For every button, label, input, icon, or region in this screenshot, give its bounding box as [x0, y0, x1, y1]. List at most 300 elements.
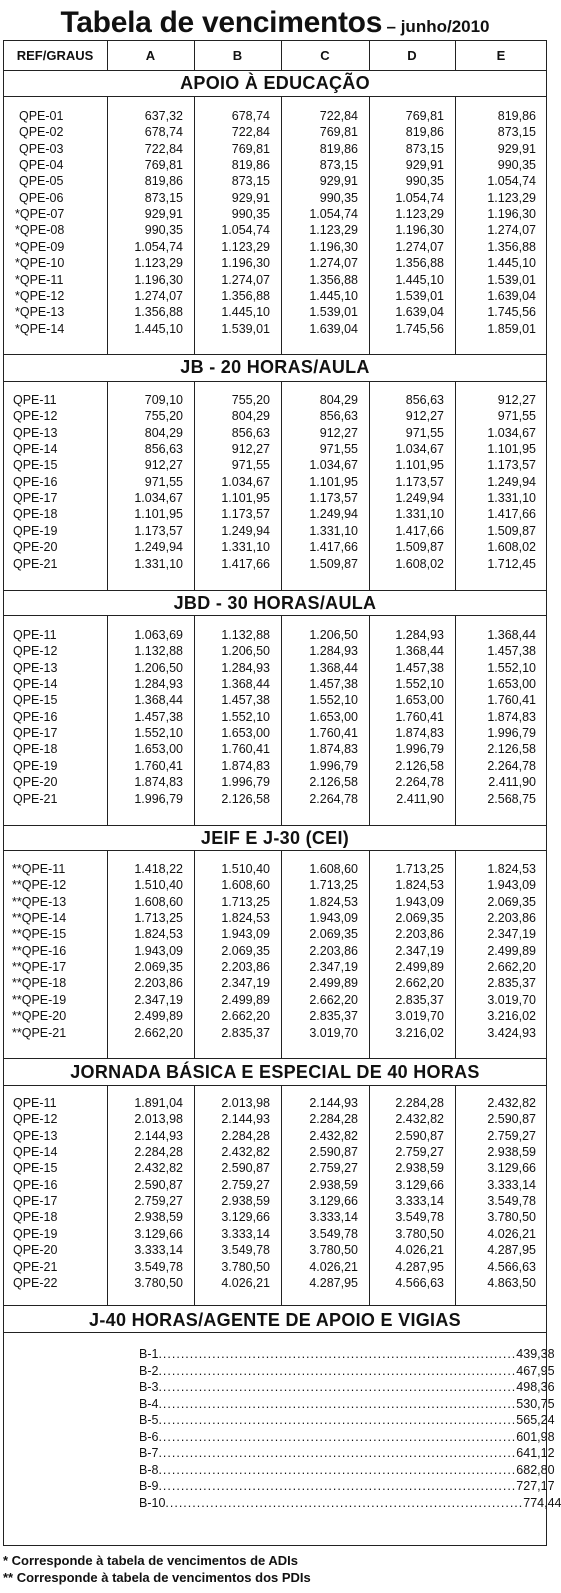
- section-title: JBD - 30 HORAS/AULA: [173, 593, 377, 613]
- row-value: 1.824,53: [487, 862, 536, 876]
- row-value: 1.284,93: [309, 644, 358, 659]
- row-ref: QPE-11: [13, 628, 57, 642]
- section-rule: [3, 96, 547, 97]
- row-ref: QPE-16: [13, 1177, 58, 1192]
- row-value: 2.144,93: [309, 1096, 358, 1110]
- row-ref: *QPE-14: [15, 321, 65, 336]
- row-value: 856,63: [405, 393, 444, 407]
- row-value: 1.274,07: [487, 223, 536, 238]
- j40-item-value: 439,38: [516, 1347, 555, 1361]
- row-value: 1.206,50: [309, 628, 358, 642]
- row-value: 3.129,66: [134, 1226, 183, 1241]
- row-value: 769,81: [319, 125, 358, 140]
- footnote: ** Corresponde à tabela de vencimentos dos PDIs: [3, 1570, 311, 1585]
- dot-leader: ................................................................................: [158, 1413, 517, 1427]
- row-value: 990,35: [144, 223, 183, 238]
- row-value: 1.874,83: [487, 709, 536, 724]
- row-ref: **QPE-17: [12, 960, 67, 975]
- row-ref: QPE-12: [13, 1112, 58, 1127]
- row-value: 1.510,40: [221, 862, 270, 876]
- row-value: 912,27: [231, 442, 270, 457]
- row-ref: QPE-06: [19, 190, 64, 205]
- j40-item-value: 565,24: [516, 1413, 555, 1427]
- j40-item-label: B-8: [139, 1462, 159, 1477]
- row-value: 1.331,10: [309, 523, 358, 538]
- j40-item-label: B-4: [139, 1396, 159, 1411]
- row-value: 3.129,66: [487, 1161, 536, 1176]
- j40-item: [139, 1396, 555, 1412]
- row-value: 1.331,10: [221, 540, 270, 555]
- row-value: 2.126,58: [395, 758, 444, 773]
- row-value: 2.432,82: [221, 1145, 270, 1160]
- row-value: 1.173,57: [395, 474, 444, 489]
- row-value: 1.123,29: [395, 207, 444, 222]
- row-value: 3.129,66: [395, 1177, 444, 1192]
- row-value: 1.063,69: [134, 628, 183, 642]
- row-value: 2.203,86: [309, 943, 358, 958]
- row-value: 2.662,20: [395, 976, 444, 991]
- row-value: 3.129,66: [221, 1210, 270, 1225]
- row-value: 4.566,63: [487, 1259, 536, 1274]
- row-ref: QPE-17: [13, 726, 58, 741]
- row-value: 1.653,00: [309, 709, 358, 724]
- section-title: APOIO À EDUCAÇÃO: [180, 73, 370, 93]
- row-value: 3.333,14: [221, 1226, 270, 1241]
- row-value: 929,91: [497, 141, 536, 156]
- row-value: 912,27: [405, 409, 444, 424]
- row-value: 1.608,02: [487, 540, 536, 555]
- row-value: 2.759,27: [309, 1161, 358, 1176]
- j40-item: [139, 1462, 555, 1478]
- row-ref: QPE-12: [13, 644, 58, 659]
- row-value: 2.347,19: [487, 927, 536, 942]
- row-value: 1.552,10: [309, 693, 358, 708]
- row-ref: QPE-13: [13, 425, 58, 440]
- row-value: 637,32: [144, 109, 183, 123]
- row-value: 1.445,10: [134, 321, 183, 336]
- row-value: 971,55: [319, 442, 358, 457]
- row-value: 804,29: [319, 393, 358, 407]
- row-ref: QPE-11: [13, 1096, 57, 1110]
- j40-item-value: 530,75: [516, 1396, 555, 1411]
- row-value: 2.662,20: [221, 1009, 270, 1024]
- row-ref: QPE-13: [13, 660, 58, 675]
- row-value: 1.608,02: [395, 556, 444, 571]
- row-value: 856,63: [231, 425, 270, 440]
- row-value: 990,35: [405, 174, 444, 189]
- j40-item-value: 727,17: [516, 1479, 555, 1493]
- row-value: 1.552,10: [221, 709, 270, 724]
- row-value: 1.457,38: [221, 693, 270, 708]
- row-value: 1.996,79: [134, 791, 183, 806]
- row-value: 2.938,59: [221, 1194, 270, 1209]
- row-value: 1.552,10: [395, 677, 444, 692]
- row-value: 1.274,07: [395, 239, 444, 254]
- row-value: 2.590,87: [487, 1112, 536, 1127]
- row-ref: QPE-14: [13, 442, 58, 457]
- row-value: 1.356,88: [134, 305, 183, 320]
- row-ref: QPE-03: [19, 141, 64, 156]
- page-title: [0, 6, 550, 40]
- row-value: 1.101,95: [134, 507, 183, 522]
- row-value: 1.274,07: [134, 288, 183, 303]
- row-value: 2.347,19: [134, 992, 183, 1007]
- row-ref: QPE-21: [13, 791, 58, 806]
- row-ref: QPE-20: [13, 775, 58, 790]
- row-value: 819,86: [319, 141, 358, 156]
- row-value: 873,15: [319, 158, 358, 173]
- row-ref: QPE-18: [13, 1210, 58, 1225]
- row-ref: QPE-21: [13, 1259, 58, 1274]
- dot-leader: ................................................................................: [158, 1380, 517, 1394]
- row-value: 2.499,89: [221, 992, 270, 1007]
- j40-item: [139, 1495, 561, 1511]
- row-value: 3.780,50: [221, 1259, 270, 1274]
- row-value: 1.824,53: [221, 911, 270, 926]
- row-ref: *QPE-12: [15, 288, 65, 303]
- row-ref: QPE-18: [13, 507, 58, 522]
- row-value: 3.549,78: [487, 1194, 536, 1209]
- row-value: 1.206,50: [221, 644, 270, 659]
- row-value: 929,91: [319, 174, 358, 189]
- row-value: 3.333,14: [309, 1210, 358, 1225]
- row-value: 4.026,21: [487, 1226, 536, 1241]
- row-value: 1.101,95: [221, 491, 270, 506]
- row-value: 1.874,83: [395, 726, 444, 741]
- row-value: 819,86: [405, 125, 444, 140]
- row-value: 709,10: [144, 393, 183, 407]
- row-value: 1.054,74: [134, 239, 183, 254]
- row-value: 1.418,22: [134, 862, 183, 876]
- row-value: 912,27: [319, 425, 358, 440]
- section-title: JB - 20 HORAS/AULA: [180, 357, 370, 377]
- j40-item-label: B-6: [139, 1429, 159, 1444]
- row-ref: **QPE-20: [12, 1009, 67, 1024]
- row-value: 1.943,09: [134, 943, 183, 958]
- row-value: 1.824,53: [395, 878, 444, 893]
- row-ref: QPE-20: [13, 540, 58, 555]
- row-value: 755,20: [144, 409, 183, 424]
- column-divider: [281, 40, 282, 70]
- row-value: 2.662,20: [309, 992, 358, 1007]
- row-ref: QPE-15: [13, 1161, 58, 1176]
- row-value: 1.331,10: [487, 491, 536, 506]
- row-value: 1.101,95: [395, 458, 444, 473]
- j40-item-label: B-10: [139, 1495, 166, 1510]
- row-value: 4.026,21: [395, 1243, 444, 1258]
- row-value: 1.249,94: [395, 491, 444, 506]
- row-value: 4.026,21: [221, 1275, 270, 1290]
- row-value: 1.457,38: [134, 709, 183, 724]
- row-value: 1.132,88: [221, 628, 270, 642]
- section-title-j40: J-40 HORAS/AGENTE DE APOIO E VIGIAS: [89, 1310, 461, 1330]
- row-ref: **QPE-19: [12, 992, 67, 1007]
- row-value: 1.713,25: [134, 911, 183, 926]
- row-value: 2.938,59: [395, 1161, 444, 1176]
- row-value: 3.129,66: [309, 1194, 358, 1209]
- row-value: 769,81: [231, 141, 270, 156]
- row-value: 1.034,67: [134, 491, 183, 506]
- j40-item-label: B-5: [139, 1413, 159, 1427]
- row-ref: **QPE-18: [12, 976, 67, 991]
- row-value: 3.019,70: [487, 992, 536, 1007]
- row-value: 1.745,56: [487, 305, 536, 320]
- row-value: 1.356,88: [395, 256, 444, 271]
- row-value: 3.216,02: [395, 1025, 444, 1040]
- row-value: 912,27: [144, 458, 183, 473]
- row-value: 2.590,87: [134, 1177, 183, 1192]
- row-value: 2.662,20: [487, 960, 536, 975]
- row-value: 971,55: [497, 409, 536, 424]
- row-value: 2.203,86: [395, 927, 444, 942]
- row-value: 1.101,95: [487, 442, 536, 457]
- row-value: 3.780,50: [487, 1210, 536, 1225]
- row-value: 2.499,89: [309, 976, 358, 991]
- row-value: 1.249,94: [309, 507, 358, 522]
- row-value: 1.331,10: [134, 556, 183, 571]
- j40-item-label: B-1: [139, 1347, 159, 1361]
- row-value: 1.996,79: [221, 775, 270, 790]
- row-value: 1.173,57: [309, 491, 358, 506]
- row-value: 2.203,86: [487, 911, 536, 926]
- row-ref: *QPE-11: [15, 272, 64, 287]
- row-value: 1.249,94: [221, 523, 270, 538]
- row-value: 1.713,25: [221, 894, 270, 909]
- row-value: 1.173,57: [221, 507, 270, 522]
- row-value: 1.445,10: [221, 305, 270, 320]
- row-value: 1.653,00: [487, 677, 536, 692]
- row-value: 2.835,37: [395, 992, 444, 1007]
- row-value: 856,63: [144, 442, 183, 457]
- row-value: 1.054,74: [487, 174, 536, 189]
- row-value: 1.196,30: [134, 272, 183, 287]
- j40-item-label: B-2: [139, 1363, 159, 1378]
- row-value: 1.713,25: [395, 862, 444, 876]
- title-subtitle: – junho/2010: [386, 17, 490, 36]
- row-value: 2.013,98: [134, 1112, 183, 1127]
- row-value: 1.653,00: [134, 742, 183, 757]
- dot-leader: ................................................................................: [165, 1495, 524, 1510]
- row-ref: QPE-17: [13, 1194, 58, 1209]
- row-value: 3.549,78: [309, 1226, 358, 1241]
- row-ref: **QPE-12: [12, 878, 67, 893]
- row-value: 1.445,10: [487, 256, 536, 271]
- row-value: 1.284,93: [134, 677, 183, 692]
- row-ref: QPE-22: [13, 1275, 58, 1290]
- row-ref: QPE-15: [13, 693, 58, 708]
- row-value: 1.101,95: [309, 474, 358, 489]
- row-value: 2.069,35: [134, 960, 183, 975]
- row-value: 1.173,57: [134, 523, 183, 538]
- j40-item: [139, 1445, 555, 1461]
- row-value: 1.132,88: [134, 644, 183, 659]
- row-value: 1.173,57: [487, 458, 536, 473]
- row-value: 1.368,44: [134, 693, 183, 708]
- row-value: 2.126,58: [487, 742, 536, 757]
- column-divider: [194, 40, 195, 70]
- row-value: 2.432,82: [134, 1161, 183, 1176]
- column-header-e: E: [496, 47, 506, 63]
- row-value: 1.123,29: [221, 239, 270, 254]
- row-value: 1.539,01: [221, 321, 270, 336]
- row-value: 4.026,21: [309, 1259, 358, 1274]
- section-rule: [3, 850, 547, 851]
- row-value: 2.284,28: [309, 1112, 358, 1127]
- row-value: 1.206,50: [134, 660, 183, 675]
- row-value: 1.639,04: [309, 321, 358, 336]
- row-value: 971,55: [405, 425, 444, 440]
- row-value: 2.590,87: [221, 1161, 270, 1176]
- row-value: 3.019,70: [309, 1025, 358, 1040]
- row-value: 1.034,67: [487, 425, 536, 440]
- row-value: 1.331,10: [395, 507, 444, 522]
- row-value: 2.499,89: [487, 943, 536, 958]
- row-value: 1.417,66: [487, 507, 536, 522]
- section-rule: [3, 70, 547, 71]
- row-value: 2.590,87: [309, 1145, 358, 1160]
- column-divider: [369, 40, 370, 70]
- section-rule: [3, 1305, 547, 1306]
- row-value: 3.780,50: [309, 1243, 358, 1258]
- row-value: 1.874,83: [309, 742, 358, 757]
- j40-item-label: B-7: [139, 1446, 159, 1460]
- column-header-ref: REF/GRAUS: [16, 47, 94, 63]
- row-value: 1.034,67: [309, 458, 358, 473]
- row-value: 2.203,86: [134, 976, 183, 991]
- row-value: 1.196,30: [487, 207, 536, 222]
- row-value: 2.835,37: [487, 976, 536, 991]
- row-ref: QPE-17: [13, 491, 58, 506]
- row-value: 1.509,87: [487, 523, 536, 538]
- row-value: 1.653,00: [395, 693, 444, 708]
- row-value: 1.760,41: [134, 758, 183, 773]
- row-ref: **QPE-16: [12, 943, 67, 958]
- row-value: 1.509,87: [395, 540, 444, 555]
- row-value: 1.552,10: [134, 726, 183, 741]
- section-rule: [3, 590, 547, 591]
- row-ref: **QPE-14: [12, 911, 67, 926]
- row-value: 1.996,79: [395, 742, 444, 757]
- dot-leader: ................................................................................: [158, 1363, 517, 1378]
- row-value: 1.943,09: [395, 894, 444, 909]
- row-ref: QPE-19: [13, 1226, 58, 1241]
- row-value: 873,15: [144, 190, 183, 205]
- row-value: 1.196,30: [221, 256, 270, 271]
- row-value: 990,35: [231, 207, 270, 222]
- section-rule: [3, 354, 547, 355]
- row-value: 873,15: [405, 141, 444, 156]
- row-ref: QPE-20: [13, 1243, 58, 1258]
- section-rule: [3, 825, 547, 826]
- row-value: 722,84: [231, 125, 270, 140]
- row-value: 1.249,94: [487, 474, 536, 489]
- row-value: 2.284,28: [134, 1145, 183, 1160]
- row-value: 819,86: [231, 158, 270, 173]
- row-value: 1.123,29: [309, 223, 358, 238]
- row-ref: QPE-01: [19, 109, 64, 123]
- row-value: 1.509,87: [309, 556, 358, 571]
- row-value: 873,15: [497, 125, 536, 140]
- row-value: 873,15: [231, 174, 270, 189]
- j40-item: [139, 1379, 555, 1395]
- column-header-b: B: [232, 47, 243, 63]
- row-value: 1.284,93: [395, 628, 444, 642]
- row-value: 2.264,78: [487, 758, 536, 773]
- row-value: 819,86: [497, 109, 536, 123]
- row-value: 1.760,41: [487, 693, 536, 708]
- row-value: 4.287,95: [487, 1243, 536, 1258]
- row-value: 2.144,93: [221, 1112, 270, 1127]
- row-value: 3.549,78: [395, 1210, 444, 1225]
- row-value: 2.499,89: [395, 960, 444, 975]
- row-ref: **QPE-13: [12, 894, 67, 909]
- j40-item-value: 774,44: [523, 1495, 561, 1510]
- row-value: 1.457,38: [395, 660, 444, 675]
- row-value: 1.874,83: [221, 758, 270, 773]
- row-value: 1.356,88: [487, 239, 536, 254]
- row-value: 2.069,35: [309, 927, 358, 942]
- row-value: 1.874,83: [134, 775, 183, 790]
- row-value: 1.639,04: [487, 288, 536, 303]
- row-value: 1.457,38: [487, 644, 536, 659]
- row-value: 1.996,79: [487, 726, 536, 741]
- row-value: 2.938,59: [309, 1177, 358, 1192]
- row-value: 1.510,40: [134, 878, 183, 893]
- row-value: 1.274,07: [309, 256, 358, 271]
- section-rule: [3, 615, 547, 616]
- row-value: 2.284,28: [221, 1128, 270, 1143]
- j40-item-value: 467,95: [516, 1363, 555, 1378]
- row-value: 1.034,67: [395, 442, 444, 457]
- row-ref: QPE-04: [19, 158, 64, 173]
- row-value: 4.566,63: [395, 1275, 444, 1290]
- row-value: 755,20: [231, 393, 270, 407]
- row-value: 1.539,01: [487, 272, 536, 287]
- row-value: 1.034,67: [221, 474, 270, 489]
- row-ref: QPE-19: [13, 758, 58, 773]
- row-value: 3.424,93: [487, 1025, 536, 1040]
- row-value: 1.824,53: [309, 894, 358, 909]
- row-ref: QPE-21: [13, 556, 58, 571]
- row-value: 2.069,35: [487, 894, 536, 909]
- row-value: 1.445,10: [309, 288, 358, 303]
- row-value: 1.552,10: [487, 660, 536, 675]
- row-ref: *QPE-10: [15, 256, 65, 271]
- row-ref: QPE-11: [13, 393, 57, 407]
- row-value: 1.457,38: [309, 677, 358, 692]
- row-value: 912,27: [497, 393, 536, 407]
- row-value: 804,29: [231, 409, 270, 424]
- row-ref: *QPE-07: [15, 207, 65, 222]
- row-value: 1.653,00: [221, 726, 270, 741]
- row-value: 1.196,30: [395, 223, 444, 238]
- section-rule: [3, 1085, 547, 1086]
- row-value: 1.859,01: [487, 321, 536, 336]
- j40-item-label: B-9: [139, 1479, 159, 1493]
- row-value: 1.713,25: [309, 878, 358, 893]
- row-ref: *QPE-08: [15, 223, 65, 238]
- row-value: 1.539,01: [395, 288, 444, 303]
- row-value: 3.780,50: [134, 1275, 183, 1290]
- row-value: 2.432,82: [309, 1128, 358, 1143]
- row-value: 3.216,02: [487, 1009, 536, 1024]
- row-value: 929,91: [144, 207, 183, 222]
- row-value: 971,55: [231, 458, 270, 473]
- row-value: 2.264,78: [309, 791, 358, 806]
- row-value: 722,84: [144, 141, 183, 156]
- row-value: 819,86: [144, 174, 183, 189]
- row-value: 2.662,20: [134, 1025, 183, 1040]
